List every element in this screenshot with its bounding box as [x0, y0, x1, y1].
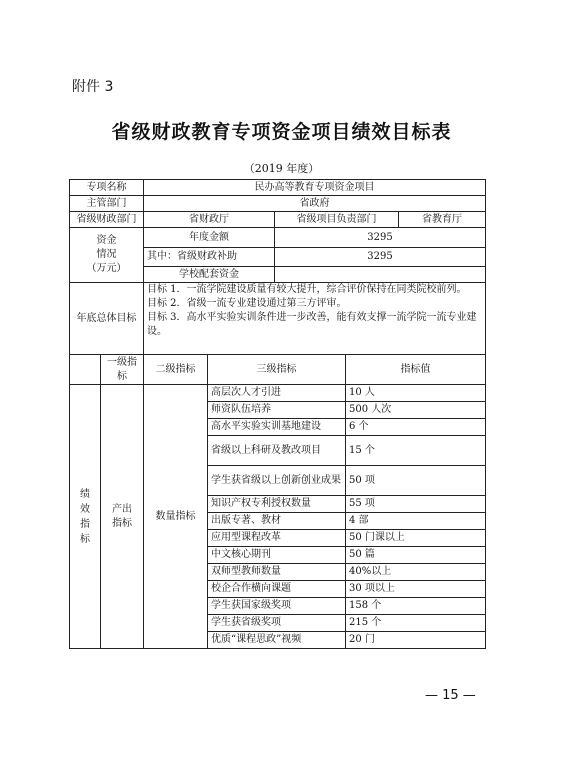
resp-dept-label: 省级项目负责部门 [275, 212, 399, 228]
subsidy-value: 3295 [275, 248, 486, 267]
indicator-value-10: 40%以上 [346, 564, 486, 581]
annual-amount-label: 年度金额 [144, 228, 275, 248]
indicator-name-1: 高层次人才引进 [208, 385, 346, 402]
resp-dept-value: 省教育厅 [399, 212, 486, 228]
indicator-name-5: 学生获省级以上创新创业成果 [208, 466, 346, 496]
indicator-name-2: 师资队伍培养 [208, 402, 346, 419]
funds-label-line2: 情况 [96, 249, 117, 260]
subsidy-label: 其中：省级财政补助 [144, 248, 275, 267]
dept-label: 主管部门 [70, 196, 144, 212]
indicator-name-10: 双师型教师数量 [208, 564, 346, 581]
perf-char-2: 效 [80, 503, 90, 515]
indicator-name-3: 高水平实验实训基地建设 [208, 419, 346, 436]
indicator-value-3: 6 个 [346, 419, 486, 436]
indicator-value-5: 50 项 [346, 466, 486, 496]
perf-char-4: 标 [80, 533, 90, 545]
indicator-value-4: 15 个 [346, 436, 486, 466]
fin-dept-label: 省级财政部门 [70, 212, 144, 228]
perf-char-1: 绩 [80, 488, 90, 500]
goals-content [144, 283, 486, 355]
indicator-name-6: 知识产权专利授权数量 [208, 496, 346, 513]
indicator-name-12: 学生获国家级奖项 [208, 598, 346, 615]
indicator-value-2: 500 人次 [346, 402, 486, 419]
indicator-name-11: 校企合作横向课题 [208, 581, 346, 598]
funds-label-line3: （万元） [86, 263, 127, 274]
indicator-name-9: 中文核心期刊 [208, 547, 346, 564]
perf-char-3: 指 [80, 518, 90, 530]
output-indicator-label [101, 385, 144, 649]
output-line2: 指标 [112, 517, 132, 529]
project-name-value: 民办高等教育专项资金项目 [144, 180, 486, 196]
school-funds-value [275, 267, 486, 283]
goal-2: 目标 2．省级一流专业建设通过第三方评审。 [147, 298, 347, 309]
header-level2: 二级指标 [144, 355, 208, 385]
goal-1: 目标 1．一流学院建设质量有较大提升，综合评价保持在同类院校前列。 [147, 284, 467, 295]
header-blank [70, 355, 101, 385]
indicator-name-14: 优质“课程思政”视频 [208, 632, 346, 649]
annual-amount-value: 3295 [275, 228, 486, 248]
indicator-value-13: 215 个 [346, 615, 486, 632]
indicator-value-9: 50 篇 [346, 547, 486, 564]
performance-indicator-label [70, 385, 101, 649]
goal-3: 目标 3．高水平实验实训条件进一步改善，能有效支撑一流学院一流专业建设。 [147, 312, 477, 337]
indicator-value-11: 30 项以上 [346, 581, 486, 598]
indicator-value-7: 4 部 [346, 513, 486, 530]
header-level1: 一级指标 [101, 355, 144, 385]
page-number: — 15 — [425, 688, 476, 703]
funds-label [70, 228, 144, 283]
header-value: 指标值 [346, 355, 486, 385]
indicator-name-8: 应用型课程改革 [208, 530, 346, 547]
project-name-label: 专项名称 [70, 180, 144, 196]
indicator-value-1: 10 人 [346, 385, 486, 402]
attachment-label: 附件 3 [72, 79, 114, 95]
indicator-name-13: 学生获省级奖项 [208, 615, 346, 632]
year-label: （2019 年度） [243, 162, 320, 175]
indicator-value-8: 50 门课以上 [346, 530, 486, 547]
quantity-indicator-label: 数量指标 [144, 385, 208, 649]
goals-label: 年底总体目标 [70, 283, 144, 355]
output-line1: 产出 [112, 503, 132, 515]
indicator-value-6: 55 项 [346, 496, 486, 513]
performance-table [69, 179, 486, 649]
indicator-name-7: 出版专著、教材 [208, 513, 346, 530]
school-funds-label: 学校配套资金 [144, 267, 275, 283]
funds-label-line1: 资金 [96, 235, 117, 246]
header-level3: 三级指标 [208, 355, 346, 385]
dept-value: 省政府 [144, 196, 486, 212]
indicator-value-12: 158 个 [346, 598, 486, 615]
page-title: 省级财政教育专项资金项目绩效目标表 [111, 121, 452, 143]
indicator-value-14: 20 门 [346, 632, 486, 649]
indicator-name-4: 省级以上科研及教改项目 [208, 436, 346, 466]
fin-dept-value: 省财政厅 [144, 212, 275, 228]
